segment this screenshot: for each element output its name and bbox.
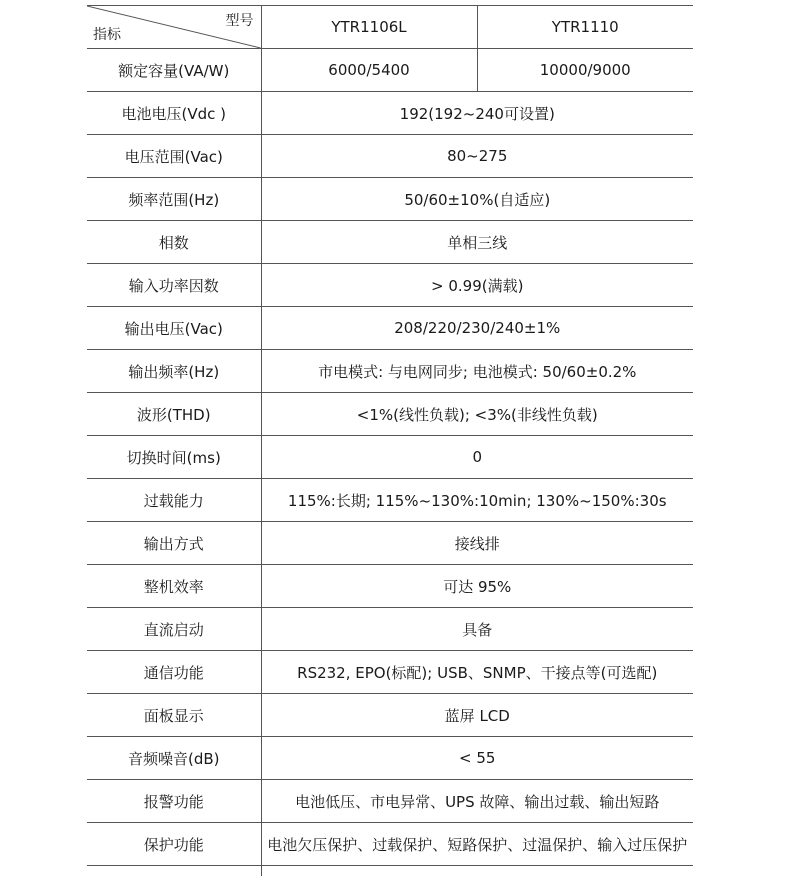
row-value-empty bbox=[261, 866, 693, 877]
table-row bbox=[87, 522, 693, 565]
table-row bbox=[87, 565, 693, 608]
row-value: 市电模式: 与电网同步; 电池模式: 50/60±0.2% bbox=[261, 350, 693, 393]
model-header-1: YTR1106L bbox=[261, 6, 477, 49]
table-row bbox=[87, 49, 693, 92]
table-row-partial bbox=[87, 866, 693, 877]
table-row bbox=[87, 350, 693, 393]
row-label: 切换时间(ms) bbox=[87, 436, 261, 479]
row-label: 频率范围(Hz) bbox=[87, 178, 261, 221]
row-value: 115%:长期; 115%~130%:10min; 130%~150%:30s bbox=[261, 479, 693, 522]
header-corner-cell bbox=[87, 6, 261, 49]
row-value: 电池欠压保护、过载保护、短路保护、过温保护、输入过压保护 bbox=[261, 823, 693, 866]
row-label: 相数 bbox=[87, 221, 261, 264]
row-label: 输出电压(Vac) bbox=[87, 307, 261, 350]
row-value: 具备 bbox=[261, 608, 693, 651]
row-label: 输出频率(Hz) bbox=[87, 350, 261, 393]
row-value-model-1: 6000/5400 bbox=[261, 49, 477, 92]
row-value: 208/220/230/240±1% bbox=[261, 307, 693, 350]
row-value: 电池低压、市电异常、UPS 故障、输出过载、输出短路 bbox=[261, 780, 693, 823]
row-label: 音频噪音(dB) bbox=[87, 737, 261, 780]
row-value: 50/60±10%(自适应) bbox=[261, 178, 693, 221]
row-value: RS232, EPO(标配); USB、SNMP、干接点等(可选配) bbox=[261, 651, 693, 694]
corner-model-label: 型号 bbox=[225, 13, 254, 29]
table-row bbox=[87, 823, 693, 866]
table-row bbox=[87, 307, 693, 350]
row-label: 报警功能 bbox=[87, 780, 261, 823]
table-row bbox=[87, 135, 693, 178]
row-value: > 0.99(满载) bbox=[261, 264, 693, 307]
table-row bbox=[87, 178, 693, 221]
row-label: 输入功率因数 bbox=[87, 264, 261, 307]
table-row bbox=[87, 651, 693, 694]
table-row bbox=[87, 479, 693, 522]
row-label: 波形(THD) bbox=[87, 393, 261, 436]
row-value: < 55 bbox=[261, 737, 693, 780]
table-row bbox=[87, 264, 693, 307]
header-row bbox=[87, 6, 693, 49]
row-value: 可达 95% bbox=[261, 565, 693, 608]
row-label: 过载能力 bbox=[87, 479, 261, 522]
table-row bbox=[87, 737, 693, 780]
table-row bbox=[87, 92, 693, 135]
row-label: 直流启动 bbox=[87, 608, 261, 651]
table-row bbox=[87, 608, 693, 651]
row-label: 面板显示 bbox=[87, 694, 261, 737]
corner-index-label: 指标 bbox=[93, 27, 121, 43]
row-value: <1%(线性负载); <3%(非线性负载) bbox=[261, 393, 693, 436]
row-label: 保护功能 bbox=[87, 823, 261, 866]
row-label: 整机效率 bbox=[87, 565, 261, 608]
row-value: 192(192~240可设置) bbox=[261, 92, 693, 135]
model-header-2: YTR1110 bbox=[477, 6, 693, 49]
row-label: 电池电压(Vdc ) bbox=[87, 92, 261, 135]
row-label: 通信功能 bbox=[87, 651, 261, 694]
row-value: 0 bbox=[261, 436, 693, 479]
row-value: 80~275 bbox=[261, 135, 693, 178]
row-value: 单相三线 bbox=[261, 221, 693, 264]
table-row bbox=[87, 780, 693, 823]
table-row bbox=[87, 436, 693, 479]
spec-table bbox=[87, 5, 693, 876]
row-value: 蓝屏 LCD bbox=[261, 694, 693, 737]
row-label: 电压范围(Vac) bbox=[87, 135, 261, 178]
row-value-model-2: 10000/9000 bbox=[477, 49, 693, 92]
row-value: 接线排 bbox=[261, 522, 693, 565]
row-label: 额定容量(VA/W) bbox=[87, 49, 261, 92]
row-label: 输出方式 bbox=[87, 522, 261, 565]
table-row bbox=[87, 221, 693, 264]
table-row bbox=[87, 694, 693, 737]
row-label-empty bbox=[87, 866, 261, 877]
table-row bbox=[87, 393, 693, 436]
